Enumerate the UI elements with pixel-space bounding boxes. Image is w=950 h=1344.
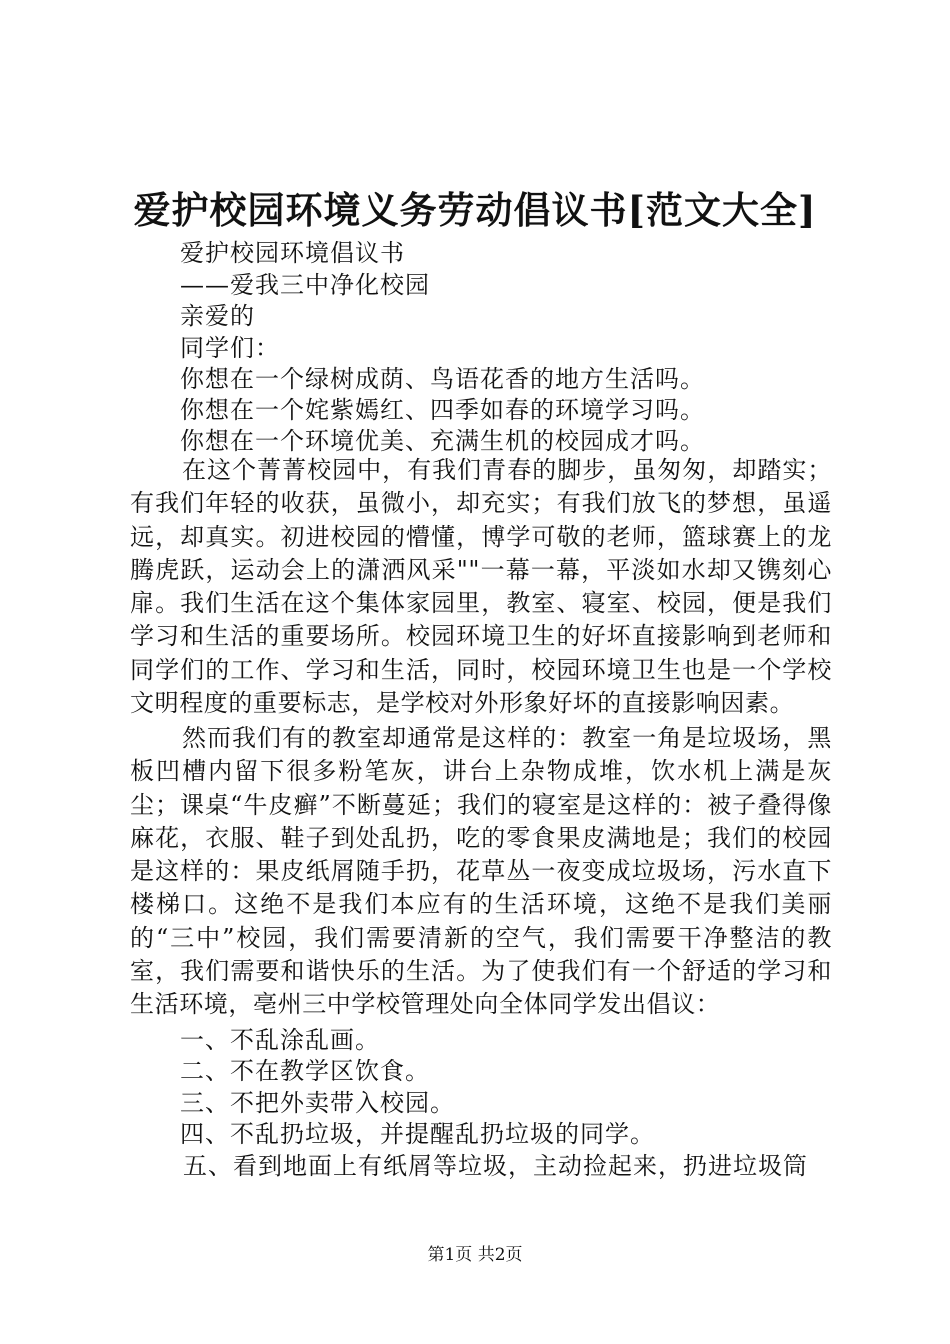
proposal-item: 五、看到地面上有纸屑等垃圾，主动捡起来，扔进垃圾筒 <box>183 1152 808 1180</box>
proposal-item: 四、不乱扔垃圾，并提醒乱扔垃圾的同学。 <box>180 1120 655 1148</box>
salutation-line-2: 同学们： <box>180 334 280 362</box>
page-footer: 第1页 共2页 <box>427 1245 523 1265</box>
subheading: ——爱我三中净化校园 <box>180 271 430 299</box>
proposal-item: 三、不把外卖带入校园。 <box>180 1089 455 1117</box>
question-line: 你想在一个姹紫嫣红、四季如春的环境学习吗。 <box>180 396 705 424</box>
proposal-item: 二、不在教学区饮食。 <box>180 1057 430 1085</box>
question-line: 你想在一个绿树成荫、鸟语花香的地方生活吗。 <box>180 365 705 393</box>
heading: 爱护校园环境倡议书 <box>180 239 405 267</box>
document-title: 爱护校园环境义务劳动倡议书[范文大全] <box>133 188 817 232</box>
proposal-item: 一、不乱涂乱画。 <box>180 1026 380 1054</box>
question-line: 你想在一个环境优美、充满生机的校园成才吗。 <box>180 427 705 455</box>
body-paragraph-1: 在这个菁菁校园中，有我们青春的脚步，虽匆匆，却踏实；有我们年轻的收获，虽微小，却充实；有我们放飞的梦想，虽遥远，却真实。初进校园的懵懂，博学可敬的老师，篮球赛上的龙腾虎跃，运动会上的潇洒风采""一幕一幕，平淡如水却又镌刻心扉。我们生活在这个集体家园里，教室、寝室、校园，便是我们学习和生活的重要场所。校园环境卫生的好坏直接影响到老师和同学们的工作、学习和生活，同时，校园环境卫生也是一个学校文明程度的重要标志，是学校对外形象好坏的直接影响因素。 <box>130 456 832 718</box>
body-paragraph-2: 然而我们有的教室却通常是这样的：教室一角是垃圾场，黑板凹槽内留下很多粉笔灰，讲台上杂物成堆，饮水机上满是灰尘；课桌“牛皮癣”不断蔓延；我们的寝室是这样的：被子叠得像麻花，衣服、鞋子到处乱扔，吃的零食果皮满地是；我们的校园是这样的：果皮纸屑随手扔，花草丛一夜变成垃圾场，污水直下楼梯口。这绝不是我们本应有的生活环境，这绝不是我们美丽的“三中”校园，我们需要清新的空气，我们需要干净整洁的教室，我们需要和谐快乐的生活。为了使我们有一个舒适的学习和生活环境，亳州三中学校管理处向全体同学发出倡议： <box>130 724 832 1019</box>
salutation-line-1: 亲爱的 <box>180 302 255 330</box>
